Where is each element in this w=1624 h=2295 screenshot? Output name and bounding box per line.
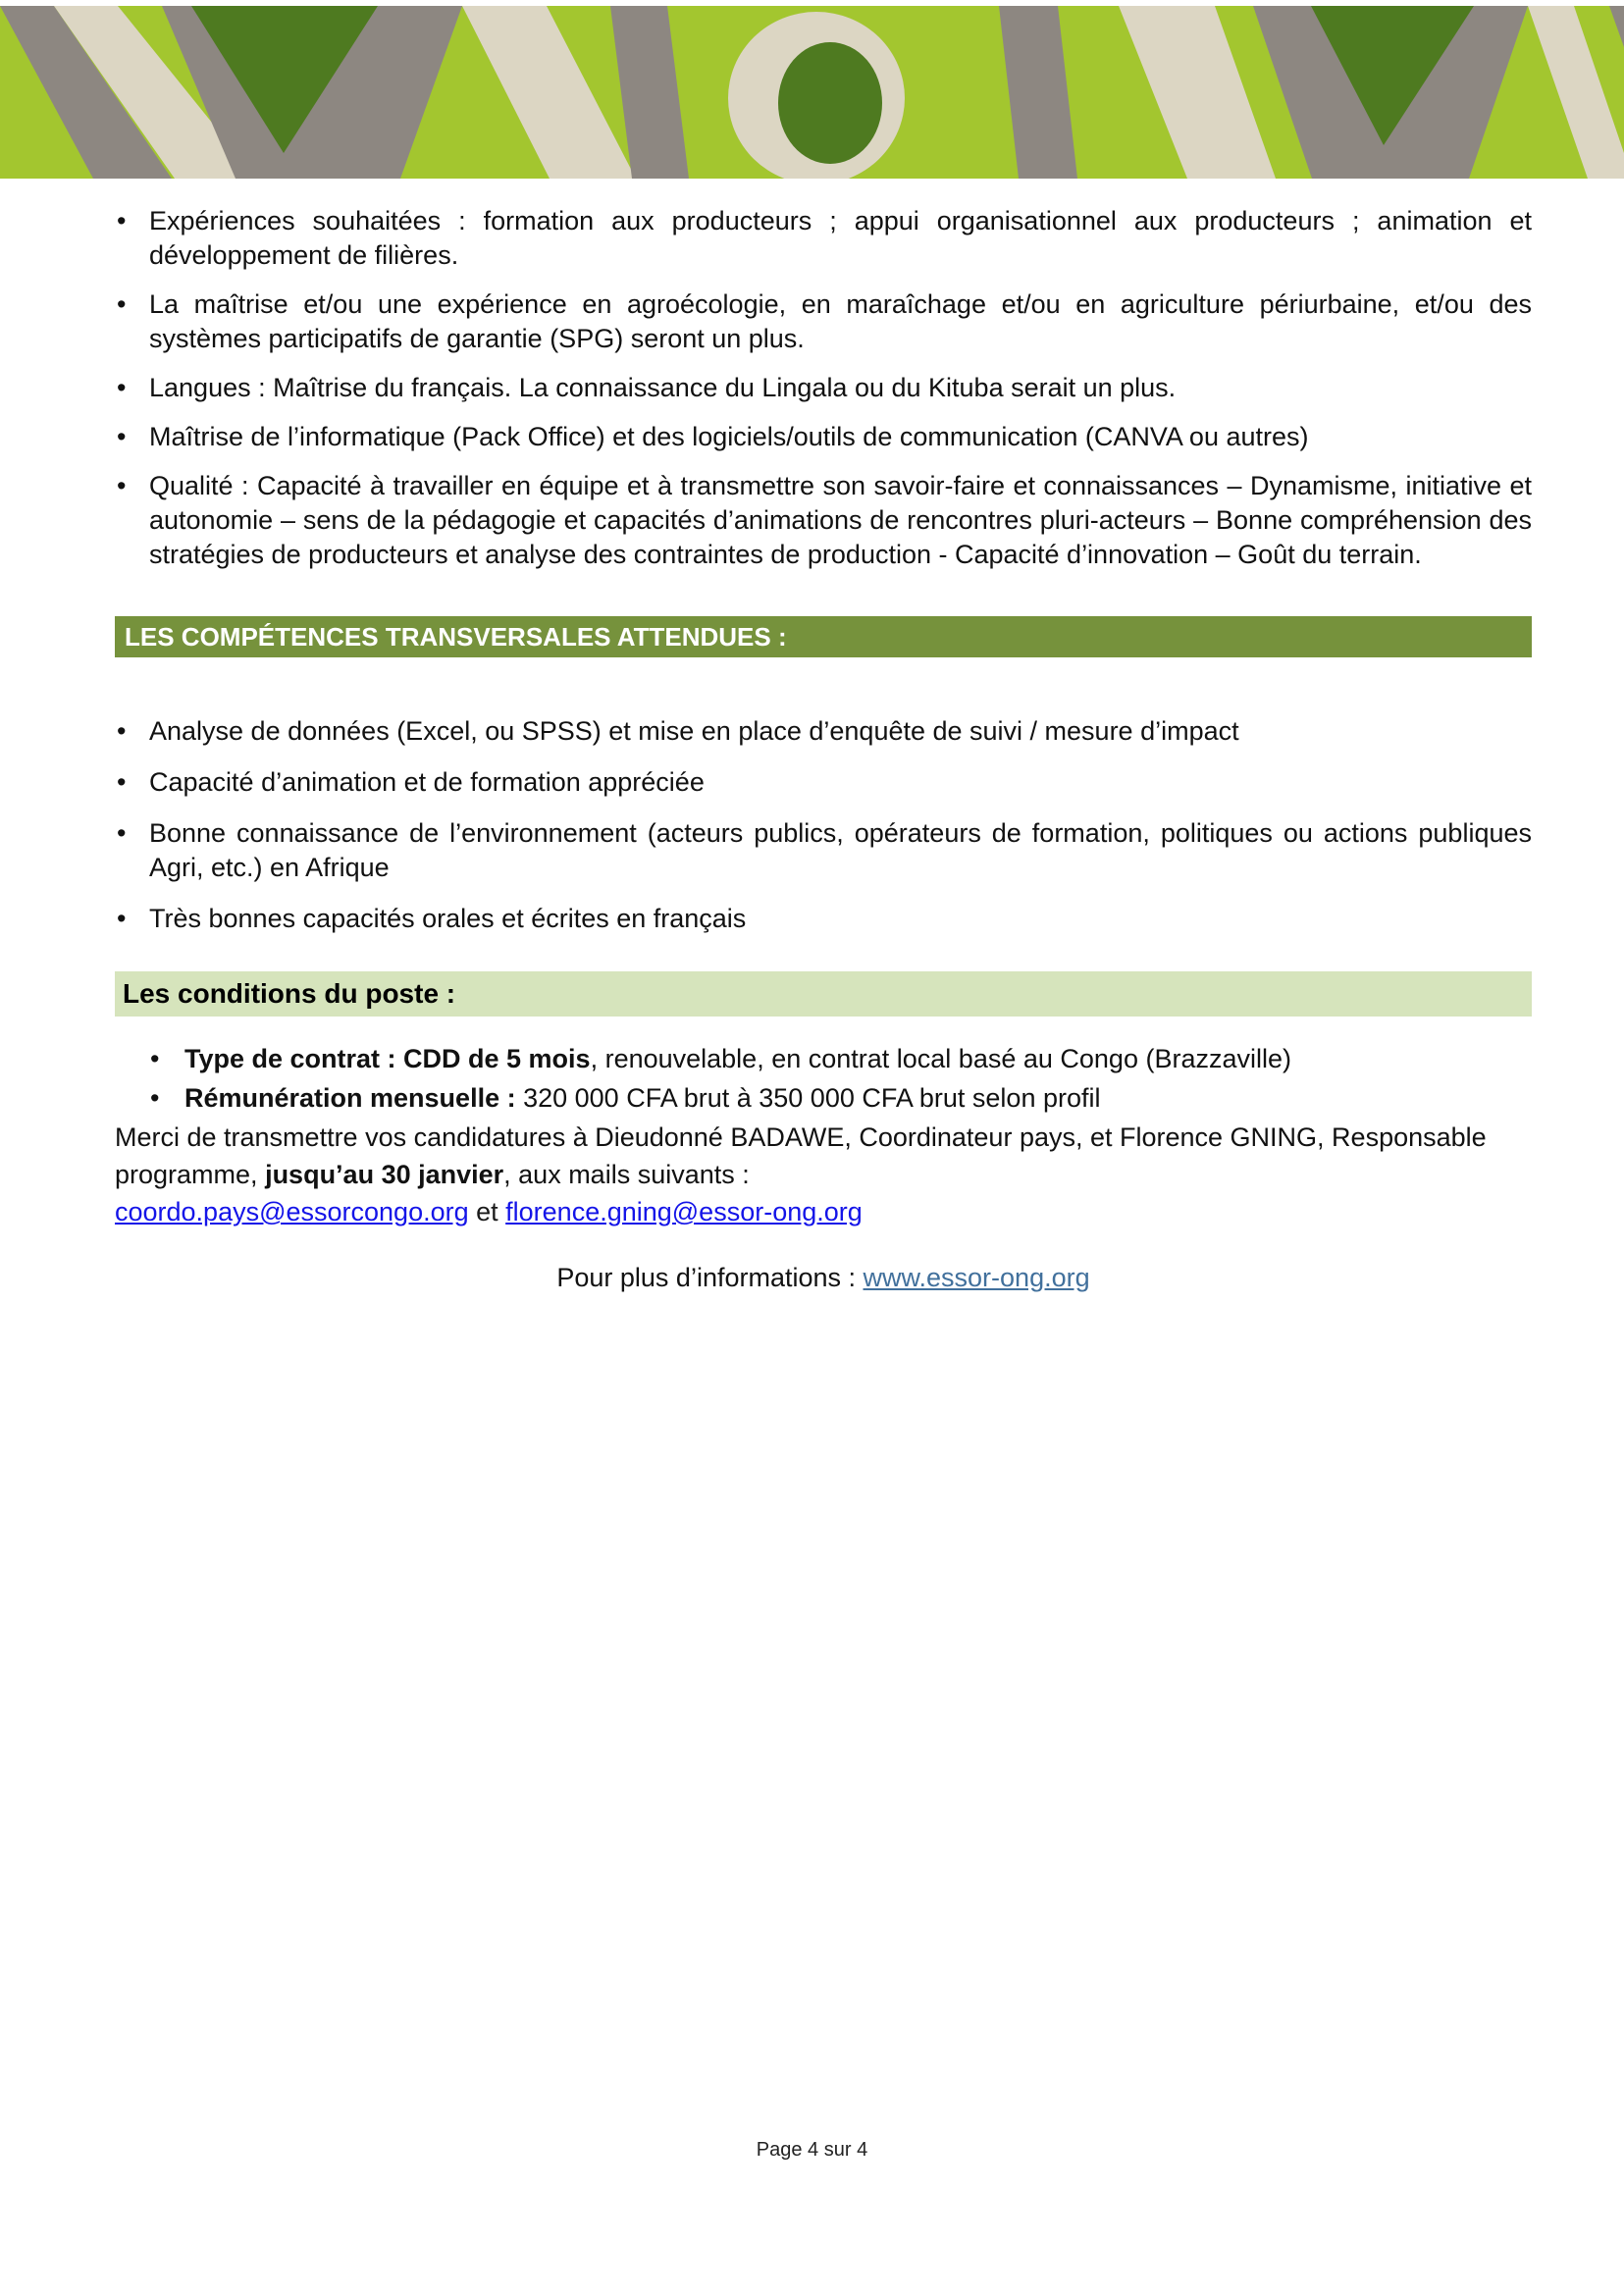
more-info-line (115, 1260, 1532, 1295)
bullet-item (148, 1040, 1532, 1077)
application-deadline: jusqu’au 30 janvier (265, 1160, 504, 1189)
bullet-item: • La maîtrise et/ou une expérience en agroécologie, en maraîchage et/ou en agriculture périurbaine, et/ou des systèmes participatifs de garantie (SPG) seront un plus. (115, 287, 1532, 356)
application-text-before: Merci de transmettre vos candidatures à Dieudonné BADAWE, Coordinateur pays, et Florence GNING, Responsable programme, (115, 1122, 1487, 1189)
document-body (0, 179, 1624, 1295)
more-info-label: Pour plus d’informations : (556, 1263, 864, 1292)
email-link-coordo[interactable]: coordo.pays@essorcongo.org (115, 1197, 469, 1226)
email-link-florence[interactable]: florence.gning@essor-ong.org (505, 1197, 863, 1226)
application-text-after: , aux mails suivants : (503, 1160, 750, 1189)
page-number: Page 4 sur 4 (756, 2139, 868, 2161)
email-separator: et (468, 1197, 506, 1226)
transversal-list (115, 714, 1532, 936)
requirements-list (115, 204, 1532, 572)
condition-salary-rest: 320 000 CFA brut à 350 000 CFA brut selon profil (515, 1083, 1101, 1113)
decorative-banner (0, 6, 1624, 179)
banner-pattern-graphic (0, 6, 1624, 179)
bullet-item: • Qualité : Capacité à travailler en équipe et à transmettre son savoir-faire et connaissances – Dynamisme, initiative et autonomie – sens de la pédagogie et capacités d’animations de rencontres pluri-acteurs – Bonne compréhension des stratégies de producteurs et analyse des contraintes de production - Capacité d’innovation – Goût du terrain. (115, 469, 1532, 572)
section-header-conditions: Les conditions du poste : (115, 971, 1532, 1017)
bullet-item: • Capacité d’animation et de formation appréciée (115, 765, 1532, 800)
application-paragraph (115, 1119, 1532, 1193)
conditions-list (148, 1040, 1532, 1117)
bullet-item: • Bonne connaissance de l’environnement (acteurs publics, opérateurs de formation, politiques ou actions publiques Agri, etc.) en Afrique (115, 816, 1532, 885)
website-link[interactable]: www.essor-ong.org (863, 1263, 1090, 1292)
condition-salary-label: Rémunération mensuelle : (184, 1083, 516, 1113)
bullet-item: • Maîtrise de l’informatique (Pack Office) et des logiciels/outils de communication (CANVA ou autres) (115, 420, 1532, 454)
application-emails-line (115, 1193, 1532, 1230)
condition-contract-rest: , renouvelable, en contrat local basé au Congo (Brazzaville) (590, 1044, 1291, 1073)
section-header-transversal: LES COMPÉTENCES TRANSVERSALES ATTENDUES : (115, 616, 1532, 657)
bullet-item (148, 1079, 1532, 1117)
bullet-item: • Expériences souhaitées : formation aux producteurs ; appui organisationnel aux producteurs ; animation et développement de filières. (115, 204, 1532, 273)
bullet-item: • Très bonnes capacités orales et écrites en français (115, 902, 1532, 936)
bullet-item: • Analyse de données (Excel, ou SPSS) et mise en place d’enquête de suivi / mesure d’impact (115, 714, 1532, 749)
condition-contract-label: Type de contrat : CDD de 5 mois (184, 1044, 591, 1073)
bullet-item: • Langues : Maîtrise du français. La connaissance du Lingala ou du Kituba serait un plus. (115, 371, 1532, 405)
